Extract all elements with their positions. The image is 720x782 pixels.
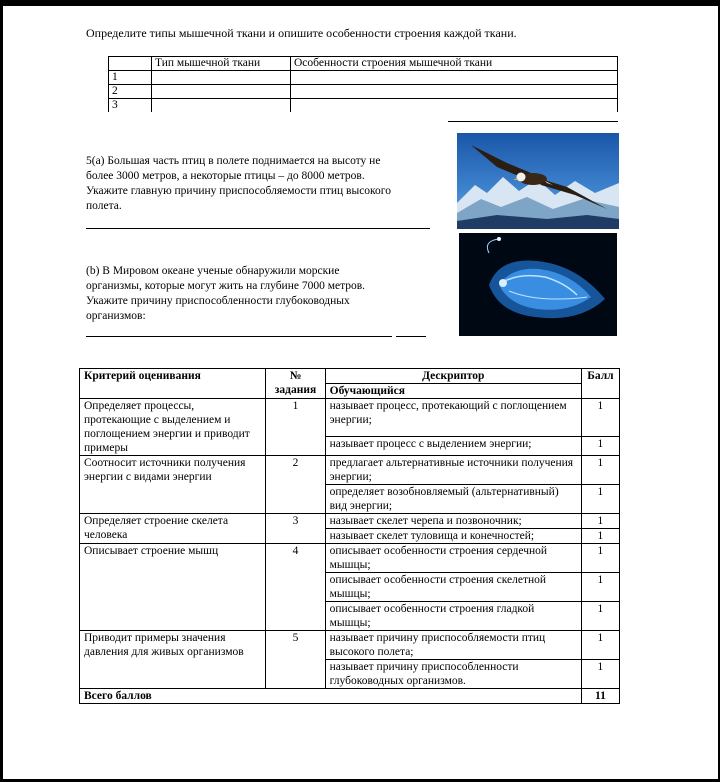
header-task-number — [266, 369, 325, 399]
question-5b-line: Укажите причину приспособленности глубоководных — [86, 295, 350, 307]
total-score: 11 — [581, 689, 619, 704]
table-row — [109, 85, 618, 99]
criterion-cell: Приводит примеры значения давления для живых организмов — [80, 631, 266, 689]
table-row — [109, 99, 618, 113]
question-5a — [86, 154, 456, 214]
criterion-cell: Определяет процессы, протекающие с выделением и поглощением энергии и приводит примеры — [80, 399, 266, 456]
header-descriptor: Дескриптор — [325, 369, 581, 384]
criterion-cell: Соотносит источники получения энергии с видами энергии — [80, 456, 266, 514]
task-number-cell: 4 — [266, 544, 325, 631]
header-num — [109, 57, 152, 71]
header-descriptor-sub: Обучающийся — [325, 384, 581, 399]
task-title: Определите типы мышечной ткани и опишите особенности строения каждой ткани. — [86, 26, 517, 40]
descriptor-cell: описывает особенности строения сердечной мышцы; — [325, 544, 581, 573]
row-num: 3 — [109, 99, 152, 113]
row-num: 2 — [109, 85, 152, 99]
row-features-cell[interactable] — [291, 99, 618, 113]
answer-line-5b[interactable] — [86, 336, 392, 337]
score-cell: 1 — [581, 602, 619, 631]
question-5a-line: более 3000 метров, а некоторые птицы – до 8000 метров. — [86, 170, 365, 182]
row-type-cell[interactable] — [152, 71, 291, 85]
descriptor-cell: называет причину приспособленности глубоководных организмов. — [325, 660, 581, 689]
table-row — [80, 399, 620, 437]
table-row — [109, 71, 618, 85]
table-row — [80, 631, 620, 660]
score-cell: 1 — [581, 573, 619, 602]
header-criterion: Критерий оценивания — [80, 369, 266, 399]
descriptor-cell: называет процесс, протекающий с поглощением энергии; — [325, 399, 581, 437]
row-features-cell[interactable] — [291, 85, 618, 99]
answer-line-5b-tail[interactable] — [396, 336, 426, 337]
criterion-cell: Описывает строение мышц — [80, 544, 266, 631]
question-5b-line: организмы, которые могут жить на глубине 7000 метров. — [86, 280, 366, 292]
question-5a-line: полета. — [86, 200, 122, 212]
header-score: Балл — [581, 369, 619, 399]
answer-line-5a[interactable] — [86, 228, 430, 229]
score-cell: 1 — [581, 631, 619, 660]
flying-eagle-photo — [457, 133, 619, 229]
descriptor-cell: называет скелет черепа и позвоночник; — [325, 514, 581, 529]
score-cell: 1 — [581, 529, 619, 544]
assessment-criteria-table — [79, 368, 620, 704]
criterion-cell: Определяет строение скелета человека — [80, 514, 266, 544]
descriptor-cell: определяет возобновляемый (альтернативный) вид энергии; — [325, 485, 581, 514]
header-features: Особенности строения мышечной ткани — [291, 57, 618, 71]
table-row — [80, 514, 620, 529]
descriptor-cell: описывает особенности строения скелетной мышцы; — [325, 573, 581, 602]
row-type-cell[interactable] — [152, 85, 291, 99]
question-5a-line: Укажите главную причину приспособляемости птиц высокого — [86, 185, 391, 197]
header-type: Тип мышечной ткани — [152, 57, 291, 71]
descriptor-cell: называет процесс с выделением энергии; — [325, 436, 581, 455]
page-edge-left — [0, 0, 3, 782]
descriptor-cell: описывает особенности строения гладкой мышцы; — [325, 602, 581, 631]
task-number-cell: 2 — [266, 456, 325, 514]
task-number-cell: 3 — [266, 514, 325, 544]
task-number-cell: 5 — [266, 631, 325, 689]
score-cell: 1 — [581, 485, 619, 514]
total-row — [80, 689, 620, 704]
task-number-cell: 1 — [266, 399, 325, 456]
row-features-cell[interactable] — [291, 71, 618, 85]
score-cell: 1 — [581, 456, 619, 485]
row-type-cell[interactable] — [152, 99, 291, 113]
question-5b — [86, 264, 446, 324]
table-row — [80, 456, 620, 485]
score-cell: 1 — [581, 399, 619, 437]
header-task-no-line2: задания — [274, 384, 317, 396]
descriptor-cell: предлагает альтернативные источники получения энергии; — [325, 456, 581, 485]
row-num: 1 — [109, 71, 152, 85]
muscle-tissue-table — [108, 56, 618, 112]
page-edge-top — [0, 0, 720, 6]
question-5b-line: (b) В Мировом океане ученые обнаружили морские — [86, 265, 340, 277]
muscle-table-header — [109, 57, 618, 71]
header-task-no-line1: № — [289, 370, 302, 382]
question-5a-line: 5(a) Большая часть птиц в полете поднимается на высоту не — [86, 155, 381, 167]
descriptor-cell: называет причину приспособляемости птиц высокого полета; — [325, 631, 581, 660]
question-5b-line: организмов: — [86, 310, 146, 322]
descriptor-cell: называет скелет туловища и конечностей; — [325, 529, 581, 544]
table-bottom-line — [448, 121, 618, 122]
score-cell: 1 — [581, 514, 619, 529]
deep-sea-fish-photo — [459, 233, 617, 336]
table-row — [80, 544, 620, 573]
criteria-header-row — [80, 369, 620, 384]
score-cell: 1 — [581, 544, 619, 573]
score-cell: 1 — [581, 436, 619, 455]
score-cell: 1 — [581, 660, 619, 689]
total-label: Всего баллов — [80, 689, 582, 704]
